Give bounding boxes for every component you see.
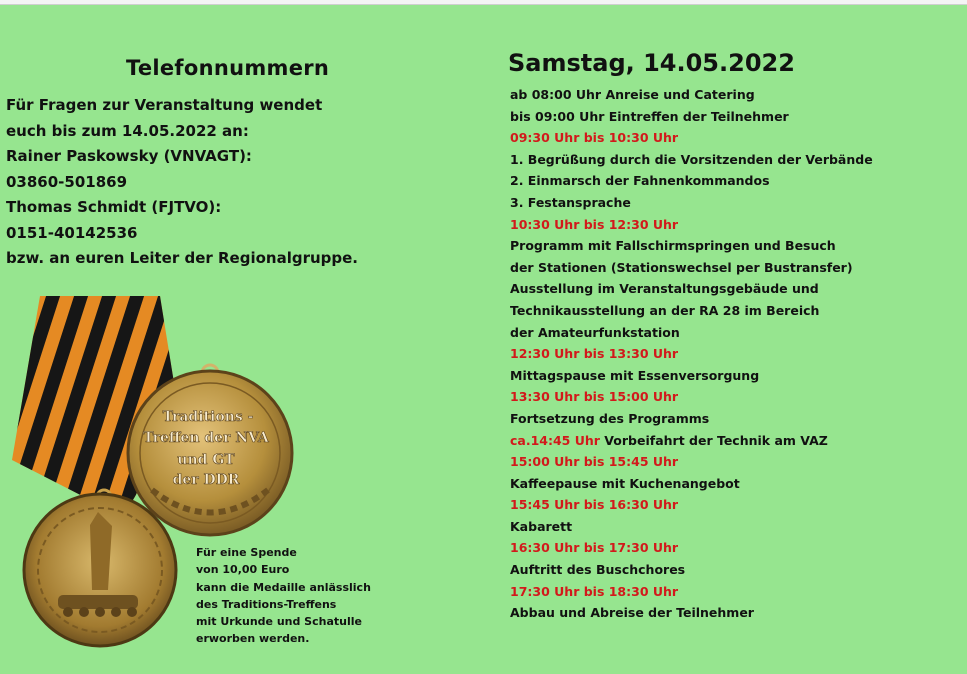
caption-line: des Traditions-Treffens [196, 597, 337, 611]
schedule-text: 3. Festansprache [510, 194, 631, 210]
schedule-text: 1. Begrüßung durch die Vorsitzenden der Verbände [510, 151, 873, 167]
schedule-line [510, 516, 965, 538]
contact-line: euch bis zum 14.05.2022 an: [6, 121, 249, 140]
top-border [0, 0, 967, 5]
schedule-time: 16:30 Uhr bis 17:30 Uhr [510, 540, 679, 556]
contact-name: Thomas Schmidt (FJTVO): [6, 198, 222, 216]
schedule-line [510, 537, 965, 559]
contact-line: bzw. an euren Leiter der Regionalgruppe. [6, 249, 359, 267]
schedule-text: Fortsetzung des Programms [510, 410, 710, 426]
schedule-line [510, 602, 965, 624]
contact-name: Rainer Paskowsky (VNVAGT): [6, 147, 252, 165]
caption-line: mit Urkunde und Schatulle [196, 615, 362, 629]
phone-section-title: Telefonnummern [126, 56, 330, 80]
phone-section-text [6, 93, 446, 272]
schedule-line [510, 581, 965, 603]
schedule-text: Programm mit Fallschirmspringen und Besuch [510, 238, 836, 254]
caption-line: erworben werden. [196, 632, 310, 646]
caption-line: von 10,00 Euro [196, 563, 290, 577]
schedule-line [510, 386, 965, 408]
schedule-line [510, 559, 965, 581]
schedule-line [510, 235, 965, 257]
schedule-text: bis 09:00 Uhr Eintreffen der Teilnehmer [510, 108, 789, 124]
medal-inscription-line: Treffen der NVA [143, 430, 269, 446]
schedule-title: Samstag, 14.05.2022 [508, 49, 795, 77]
schedule-line [510, 322, 965, 344]
schedule-text: 2. Einmarsch der Fahnenkommandos [510, 173, 770, 189]
schedule-text: Technikausstellung an der RA 28 im Bereich [510, 302, 820, 318]
schedule-line [510, 257, 965, 279]
medal-inscription-line: und GT [177, 452, 235, 468]
schedule-text: Ausstellung im Veranstaltungsgebäude und [510, 281, 819, 297]
schedule-line [510, 127, 965, 149]
schedule-line [510, 430, 965, 452]
schedule-time: 09:30 Uhr bis 10:30 Uhr [510, 130, 679, 146]
schedule-text: der Amateurfunkstation [510, 324, 680, 340]
schedule-line [510, 149, 965, 171]
schedule-time: 10:30 Uhr bis 12:30 Uhr [510, 216, 679, 232]
medal-inscription-line: Traditions - [162, 409, 254, 425]
schedule-text: Kaffeepause mit Kuchenangebot [510, 475, 740, 491]
schedule-line [510, 365, 965, 387]
schedule-line [510, 278, 965, 300]
schedule-line [510, 106, 965, 128]
caption-line: kann die Medaille anlässlich [196, 580, 371, 594]
schedule-line [510, 170, 965, 192]
schedule-line [510, 300, 965, 322]
schedule-line [510, 192, 965, 214]
schedule-text: Kabarett [510, 518, 573, 534]
schedule-time: 17:30 Uhr bis 18:30 Uhr [510, 583, 679, 599]
schedule-text: der Stationen (Stationswechsel per Bustransfer) [510, 259, 853, 275]
medal-inscription-line: der DDR [172, 472, 240, 488]
schedule-time: 13:30 Uhr bis 15:00 Uhr [510, 389, 679, 405]
contact-line: Für Fragen zur Veranstaltung wendet [6, 96, 323, 114]
schedule-time: 15:45 Uhr bis 16:30 Uhr [510, 497, 679, 513]
schedule-text: Vorbeifahrt der Technik am VAZ [599, 432, 828, 448]
schedule-text: Mittagspause mit Essenversorgung [510, 367, 760, 383]
schedule-line [510, 408, 965, 430]
schedule-line [510, 494, 965, 516]
schedule-list [510, 84, 965, 624]
schedule-time: ca.14:45 Uhr [510, 432, 600, 448]
caption-line: Für eine Spende [196, 546, 297, 559]
phone-number: 03860-501869 [6, 172, 128, 191]
schedule-text: ab 08:00 Uhr Anreise und Catering [510, 87, 755, 102]
schedule-time: 15:00 Uhr bis 15:45 Uhr [510, 454, 679, 470]
schedule-text: Auftritt des Buschchores [510, 562, 686, 578]
schedule-text: Abbau und Abreise der Teilnehmer [510, 605, 754, 621]
schedule-line [510, 84, 965, 106]
schedule-line [510, 473, 965, 495]
phone-number: 0151-40142536 [6, 223, 138, 242]
schedule-time: 12:30 Uhr bis 13:30 Uhr [510, 346, 679, 362]
medal-caption [196, 544, 371, 648]
schedule-line [510, 214, 965, 236]
schedule-line [510, 451, 965, 473]
schedule-line [510, 343, 965, 365]
